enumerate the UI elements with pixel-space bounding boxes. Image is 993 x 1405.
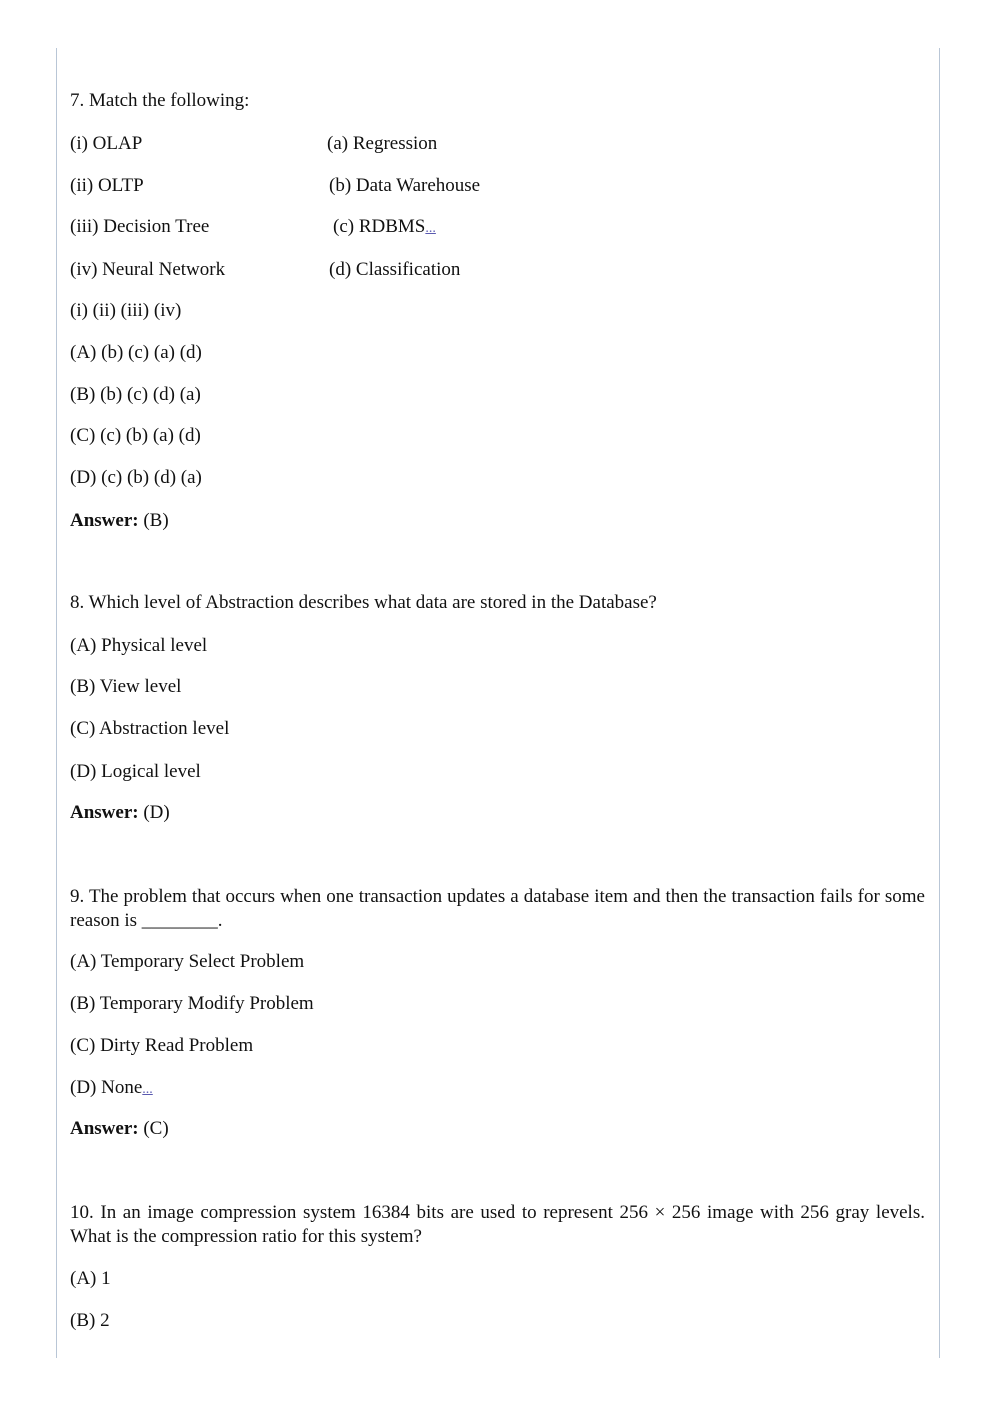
answer-label: Answer: — [70, 1118, 139, 1139]
q7-left-item: (i) OLAP — [70, 133, 143, 154]
q7-option: (B) (b) (c) (d) (a) — [70, 384, 201, 405]
left-margin-rule — [56, 48, 57, 1358]
q10-stem: 10. In an image compression system 16384 bits are used to represent 256 × 256 image with 256 gray levels. What is the compression ratio for this system? — [70, 1202, 925, 1247]
q7-option: (A) (b) (c) (a) (d) — [70, 342, 202, 363]
answer-value: (B) — [143, 510, 169, 531]
q7-right-item-row — [333, 215, 436, 241]
answer-value: (C) — [143, 1118, 169, 1139]
q10-option: (B) 2 — [70, 1310, 110, 1331]
q8-stem: 8. Which level of Abstraction describes what data are stored in the Database? — [70, 592, 657, 613]
q9-option: (A) Temporary Select Problem — [70, 951, 305, 972]
q7-option: (D) (c) (b) (d) (a) — [70, 467, 202, 488]
q9-inline-link[interactable]: ... — [142, 1082, 153, 1097]
q7-answer — [70, 509, 169, 533]
q7-left-item: (iv) Neural Network — [70, 259, 226, 280]
q8-option: (B) View level — [70, 676, 182, 697]
q7-right-item: (c) RDBMS — [333, 216, 426, 237]
q7-option: (C) (c) (b) (a) (d) — [70, 425, 201, 446]
q7-stem: 7. Match the following: — [70, 90, 250, 111]
q10-option: (A) 1 — [70, 1268, 111, 1289]
q7-left-item: (iii) Decision Tree — [70, 216, 210, 237]
right-margin-rule — [939, 48, 940, 1358]
q7-column-header: (i) (ii) (iii) (iv) — [70, 300, 182, 321]
q9-option: (C) Dirty Read Problem — [70, 1035, 254, 1056]
q9-option-row — [70, 1076, 153, 1102]
q7-right-item: (d) Classification — [329, 259, 461, 280]
q7-right-item: (b) Data Warehouse — [329, 175, 481, 196]
q7-right-item: (a) Regression — [327, 133, 438, 154]
q9-option: (D) None — [70, 1077, 143, 1098]
q8-option: (D) Logical level — [70, 761, 201, 782]
q9-stem: 9. The problem that occurs when one transaction updates a database item and then the transaction fails for some reason is ________. — [70, 886, 925, 931]
q8-option: (A) Physical level — [70, 635, 208, 656]
answer-label: Answer: — [70, 802, 139, 823]
answer-value: (D) — [143, 802, 170, 823]
q7-inline-link[interactable]: ... — [425, 221, 436, 236]
q8-option: (C) Abstraction level — [70, 718, 230, 739]
answer-label: Answer: — [70, 510, 139, 531]
q9-option: (B) Temporary Modify Problem — [70, 993, 314, 1014]
q9-answer — [70, 1117, 169, 1141]
q8-answer — [70, 801, 170, 825]
q7-left-item: (ii) OLTP — [70, 175, 144, 196]
